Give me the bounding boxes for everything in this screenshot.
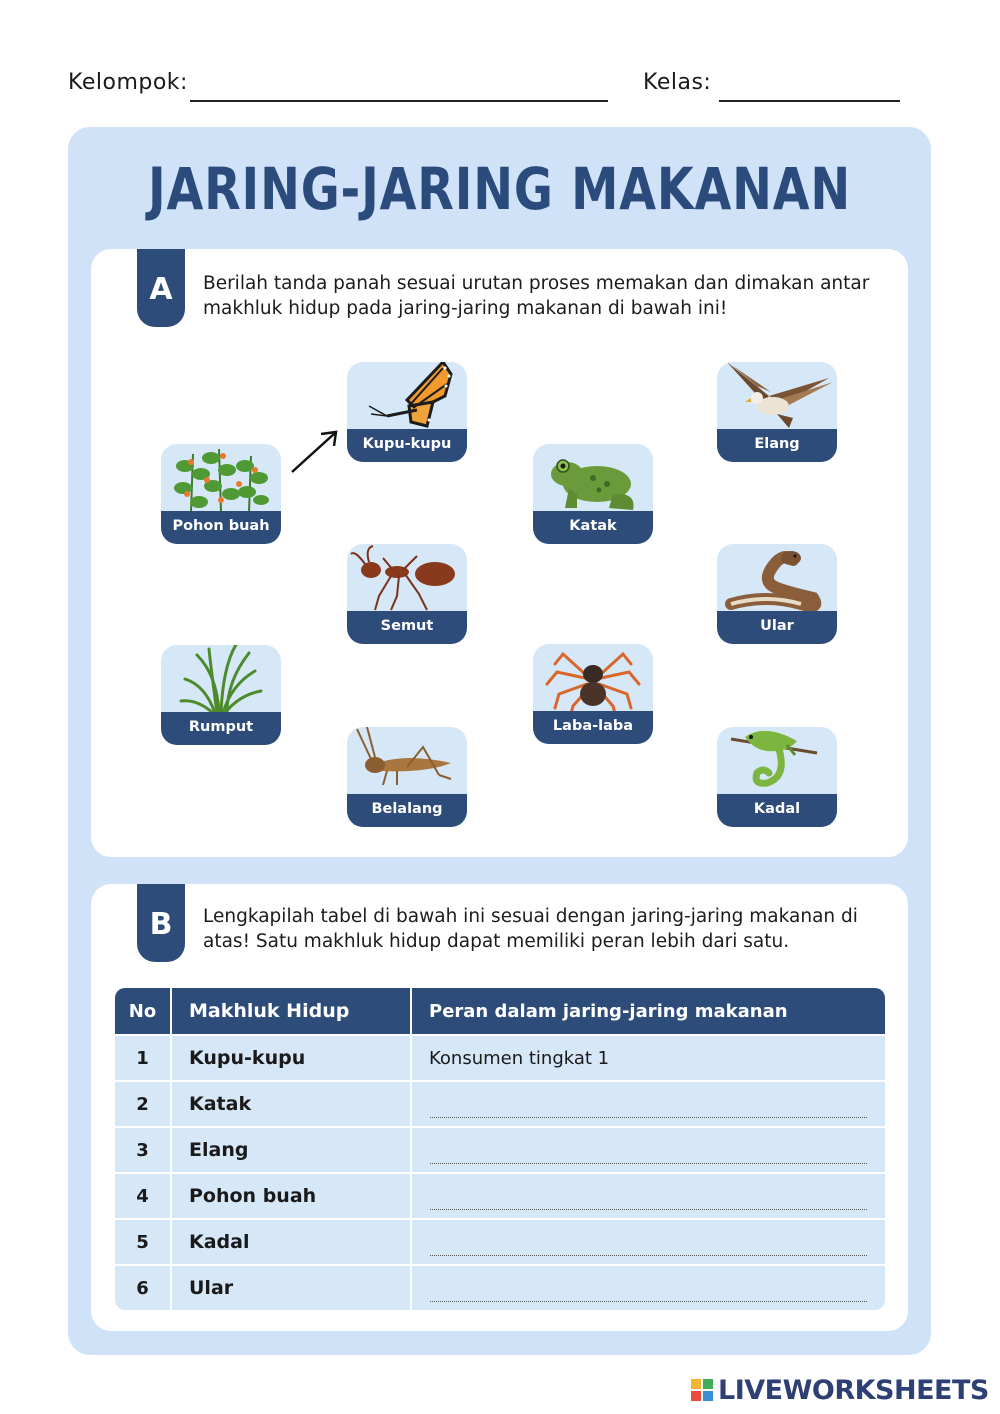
organism-label: Pohon buah [161, 511, 281, 544]
organism-tile-ular[interactable] [717, 544, 837, 644]
class-input-line[interactable] [719, 100, 900, 102]
row-no: 4 [136, 1185, 149, 1207]
table-row [115, 1172, 885, 1218]
section-b-instruction: Lengkapilah tabel di bawah ini sesuai dengan jaring-jaring makanan di atas! Satu makhluk hidup dapat memiliki peran lebih dari satu. [203, 906, 858, 952]
role-answer-field[interactable] [412, 1128, 885, 1172]
group-label: Kelompok: [68, 70, 188, 95]
organism-tile-katak[interactable] [533, 444, 653, 544]
row-no: 5 [136, 1231, 149, 1253]
organism-tile-pohon-buah[interactable] [161, 444, 281, 544]
organism-label: Katak [533, 511, 653, 544]
grass-icon [161, 645, 281, 715]
row-name: Ular [189, 1277, 234, 1299]
class-label: Kelas: [643, 70, 712, 95]
group-input-line[interactable] [190, 100, 608, 102]
group-field [68, 70, 188, 95]
table-row [115, 1264, 885, 1310]
row-name: Kadal [189, 1231, 250, 1253]
row-no: 6 [136, 1277, 149, 1299]
liveworksheets-logo-icon [690, 1378, 714, 1402]
role-answer-field[interactable] [412, 1174, 885, 1218]
ant-icon [347, 544, 467, 614]
row-name: Katak [189, 1093, 252, 1115]
grasshopper-icon [347, 727, 467, 797]
row-role-text: Konsumen tingkat 1 [429, 1047, 610, 1069]
role-answer-field[interactable] [412, 1082, 885, 1126]
row-name: Pohon buah [189, 1185, 317, 1207]
organism-label: Kadal [717, 794, 837, 827]
roles-table [115, 988, 885, 1310]
section-b-tag: B [137, 884, 185, 962]
spider-icon [533, 644, 653, 714]
organism-tile-semut[interactable] [347, 544, 467, 644]
lizard-icon [717, 727, 837, 797]
class-field [643, 70, 711, 95]
header-role: Peran dalam jaring-jaring makanan [429, 1000, 788, 1022]
eagle-icon [717, 362, 837, 432]
arrow-icon [289, 427, 341, 475]
brand-name: LIVEWORKSHEETS [718, 1374, 989, 1406]
organism-tile-kadal[interactable] [717, 727, 837, 827]
organism-label: Rumput [161, 712, 281, 745]
organism-tile-laba-laba[interactable] [533, 644, 653, 744]
organism-label: Belalang [347, 794, 467, 827]
header-no: No [128, 1000, 157, 1022]
snake-icon [717, 544, 837, 614]
table-row [115, 1080, 885, 1126]
frog-icon [533, 444, 653, 514]
row-name: Elang [189, 1139, 249, 1161]
organism-label: Kupu-kupu [347, 429, 467, 462]
section-b-card [91, 884, 908, 1331]
organism-label: Semut [347, 611, 467, 644]
table-row [115, 1218, 885, 1264]
role-answer-field[interactable] [412, 1220, 885, 1264]
table-row [115, 1126, 885, 1172]
section-a-card [91, 249, 908, 857]
row-no: 3 [136, 1139, 149, 1161]
row-no: 1 [136, 1047, 149, 1069]
organism-tile-belalang[interactable] [347, 727, 467, 827]
table-row [115, 1034, 885, 1080]
row-name: Kupu-kupu [189, 1047, 306, 1069]
organism-tile-rumput[interactable] [161, 645, 281, 745]
organism-label: Elang [717, 429, 837, 462]
fruit-tree-icon [161, 444, 281, 514]
liveworksheets-logo [690, 1375, 989, 1405]
organism-tile-kupu-kupu[interactable] [347, 362, 467, 462]
section-a-tag: A [137, 249, 185, 327]
table-header [115, 988, 885, 1034]
organism-tile-elang[interactable] [717, 362, 837, 462]
header-name: Makhluk Hidup [189, 1000, 350, 1022]
page-title: JARING-JARING MAKANAN [147, 155, 852, 223]
organism-label: Laba-laba [533, 711, 653, 744]
row-no: 2 [136, 1093, 149, 1115]
section-a-instruction: Berilah tanda panah sesuai urutan proses memakan dan dimakan antar makhluk hidup pada jaring-jaring makanan di bawah ini! [203, 273, 870, 319]
role-answer-field[interactable] [412, 1266, 885, 1310]
worksheet-panel [68, 127, 931, 1355]
organism-label: Ular [717, 611, 837, 644]
butterfly-icon [347, 362, 467, 432]
